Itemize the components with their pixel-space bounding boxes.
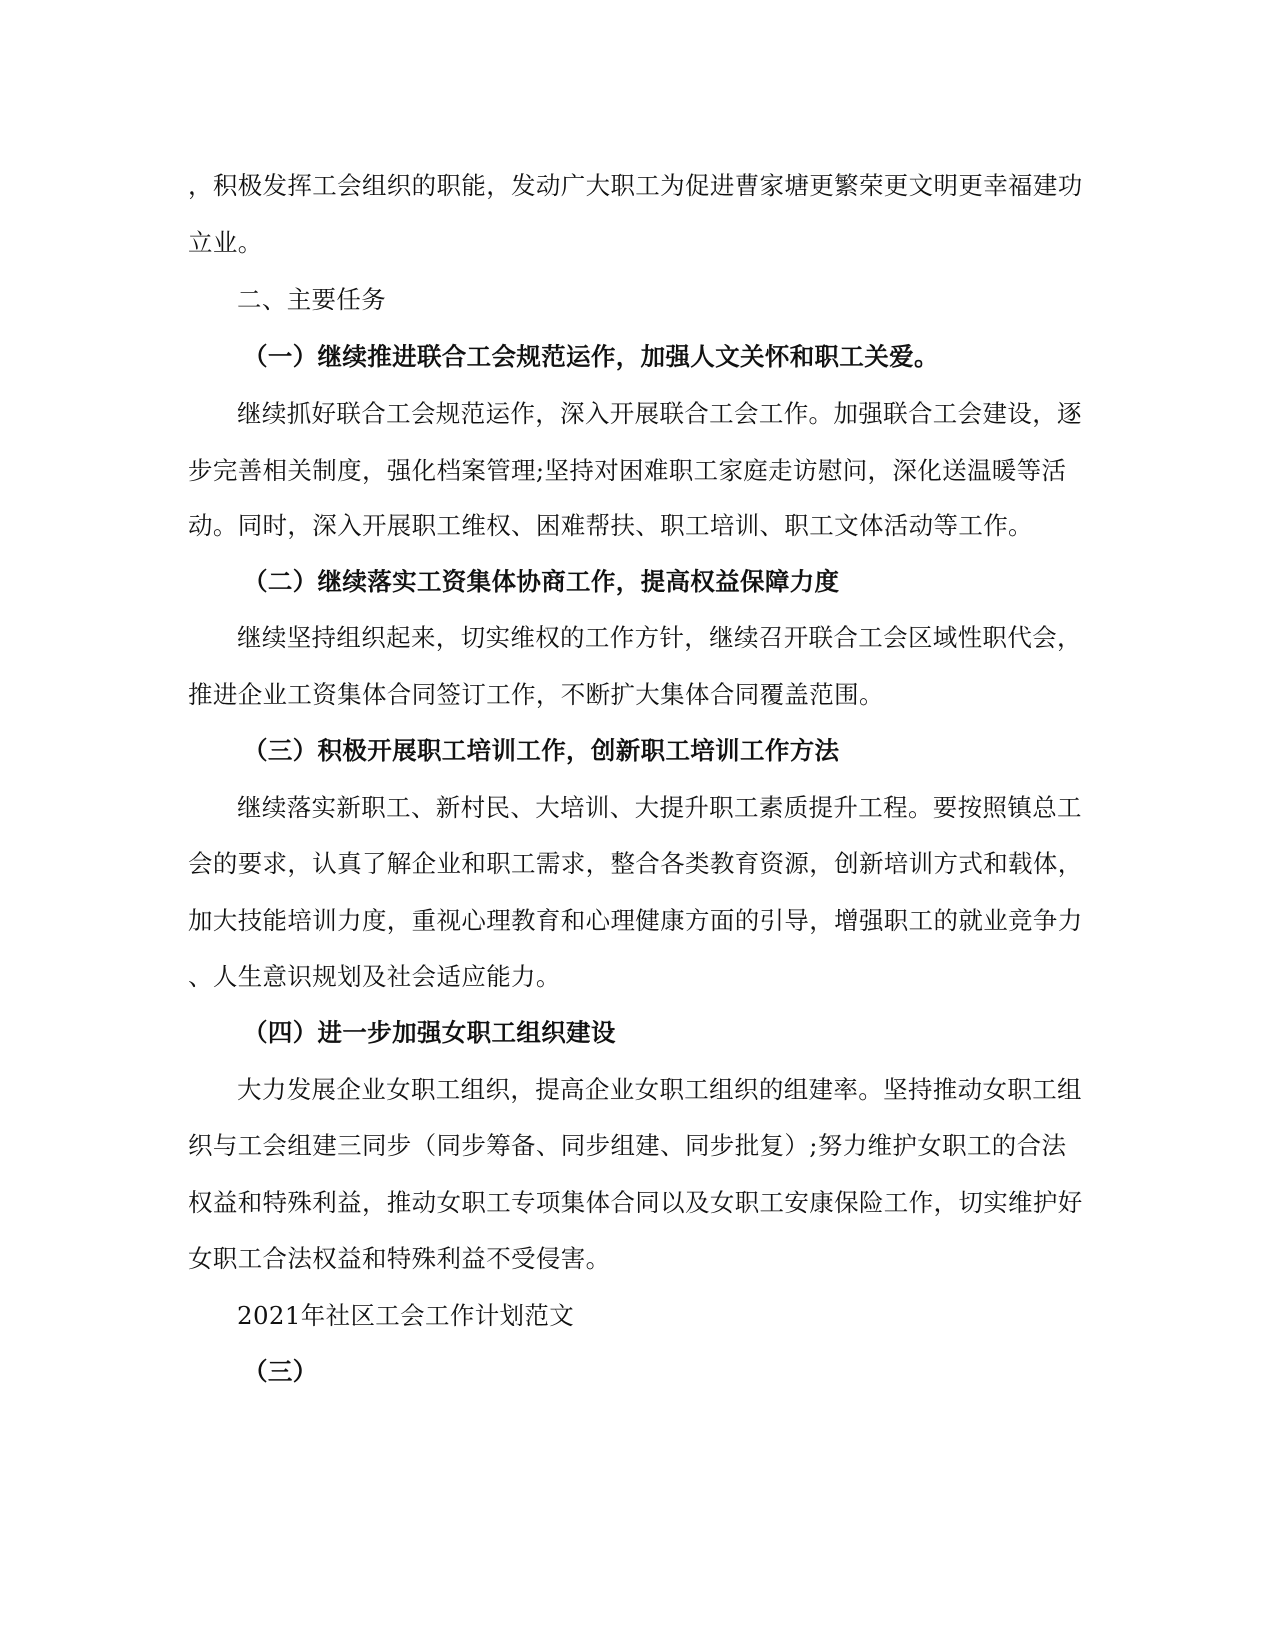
body-text-line: 步完善相关制度，强化档案管理;坚持对困难职工家庭走访慰问，深化送温暖等活 [188, 456, 1067, 485]
body-text-line: 继续抓好联合工会规范运作，深入开展联合工会工作。加强联合工会建设，逐 [237, 399, 1082, 428]
body-text-line: 推进企业工资集体合同签订工作，不断扩大集体合同覆盖范围。 [188, 680, 884, 709]
body-text-line: 织与工会组建三同步（同步筹备、同步组建、同步批复）;努力维护女职工的合法 [188, 1131, 1067, 1160]
body-text-line: 继续坚持组织起来，切实维权的工作方针，继续召开联合工会区域性职代会， [237, 623, 1082, 652]
body-text-line: 大力发展企业女职工组织，提高企业女职工组织的组建率。坚持推动女职工组 [237, 1075, 1082, 1104]
body-text-line: 、人生意识规划及社会适应能力。 [188, 962, 561, 991]
body-text-line: ，积极发挥工会组织的职能，发动广大职工为促进曹家塘更繁荣更文明更幸福建功 [188, 171, 1083, 200]
part-number: （三） [243, 1357, 318, 1386]
body-text-line: 动。同时，深入开展职工维权、困难帮扶、职工培训、职工文体活动等工作。 [188, 511, 1033, 540]
subsection-heading: （三）积极开展职工培训工作，创新职工培训工作方法 [243, 736, 840, 765]
body-text-line: 加大技能培训力度，重视心理教育和心理健康方面的引导，增强职工的就业竞争力 [188, 906, 1083, 935]
subsection-heading: （二）继续落实工资集体协商工作，提高权益保障力度 [243, 567, 840, 596]
body-text-line: 权益和特殊利益，推动女职工专项集体合同以及女职工安康保险工作，切实维护好 [188, 1188, 1083, 1217]
body-text-line: 女职工合法权益和特殊利益不受侵害。 [188, 1244, 611, 1273]
subsection-heading: （四）进一步加强女职工组织建设 [243, 1018, 616, 1047]
subsection-heading: （一）继续推进联合工会规范运作，加强人文关怀和职工关爱。 [243, 342, 939, 371]
section-heading: 二、主要任务 [237, 285, 387, 314]
body-text-line: 立业。 [188, 228, 263, 257]
document-title-line: 2021年社区工会工作计划范文 [237, 1301, 575, 1330]
body-text-line: 会的要求，认真了解企业和职工需求，整合各类教育资源，创新培训方式和载体， [188, 849, 1083, 878]
body-text-line: 继续落实新职工、新村民、大培训、大提升职工素质提升工程。要按照镇总工 [237, 793, 1082, 822]
